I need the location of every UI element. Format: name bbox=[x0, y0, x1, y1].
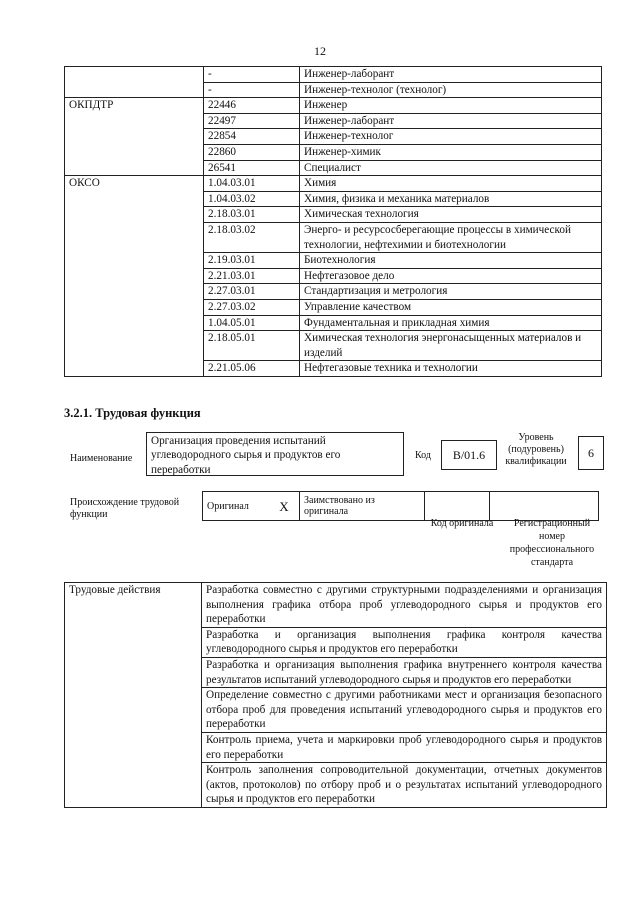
code-cell: 1.04.03.01 bbox=[204, 176, 300, 192]
code-cell: 22860 bbox=[204, 144, 300, 160]
action-cell: Контроль приема, учета и маркировки проб углеводородного сырья и продуктов его переработки bbox=[202, 732, 607, 762]
reg-number-label: Регистрационный номер профессионального стандарта bbox=[509, 518, 595, 568]
name-cell: Биотехнология bbox=[300, 253, 602, 269]
level-box: 6 bbox=[578, 436, 604, 470]
function-name-box: Организация проведения испытаний углеводородного сырья и продуктов его переработки bbox=[146, 432, 404, 476]
table-row bbox=[65, 176, 602, 192]
code-cell: 26541 bbox=[204, 160, 300, 176]
code-cell: 1.04.03.02 bbox=[204, 191, 300, 207]
group-cell-okpdtr: ОКПДТР bbox=[65, 98, 204, 176]
level-label: Уровень (подуровень) квалификации bbox=[505, 432, 567, 467]
name-cell: Управление качеством bbox=[300, 299, 602, 315]
qualification-codes-table bbox=[64, 66, 602, 377]
code-cell: - bbox=[204, 82, 300, 98]
action-cell: Разработка совместно с другими структурными подразделениями и организация выполнения графика отбора проб углеводородного сырья и продуктов его переработки bbox=[202, 583, 607, 628]
borrowed-label: Заимствовано из оригинала bbox=[300, 492, 425, 521]
code-cell: 2.18.03.01 bbox=[204, 207, 300, 223]
name-cell: Энерго- и ресурсосберегающие процессы в химической технологии, нефтехимии и биотехнологии bbox=[300, 222, 602, 252]
group-cell-okso: ОКСО bbox=[65, 176, 204, 377]
name-cell: Инженер-химик bbox=[300, 144, 602, 160]
name-cell: Нефтегазовые техника и технологии bbox=[300, 361, 602, 377]
code-cell: 2.18.03.02 bbox=[204, 222, 300, 252]
original-mark: X bbox=[269, 492, 300, 521]
name-cell: Инженер-технолог bbox=[300, 129, 602, 145]
name-cell: Инженер-технолог (технолог) bbox=[300, 82, 602, 98]
code-cell: - bbox=[204, 67, 300, 83]
function-code-box: B/01.6 bbox=[441, 440, 497, 470]
origin-label: Происхождение трудовой функции bbox=[70, 497, 180, 520]
action-cell: Контроль заполнения сопроводительной документации, отчетных документов (актов, протоколов) по отбору проб и о результатах испытаний углеводородного сырья и продуктов его переработки bbox=[202, 763, 607, 808]
code-cell: 2.18.05.01 bbox=[204, 331, 300, 361]
section-title: 3.2.1. Трудовая функция bbox=[64, 406, 201, 420]
code-cell: 2.27.03.02 bbox=[204, 299, 300, 315]
original-label: Оригинал bbox=[203, 492, 270, 521]
name-cell: Химия bbox=[300, 176, 602, 192]
code-cell: 2.27.03.01 bbox=[204, 284, 300, 300]
actions-header: Трудовые действия bbox=[65, 583, 202, 808]
name-cell: Химия, физика и механика материалов bbox=[300, 191, 602, 207]
code-cell: 22497 bbox=[204, 113, 300, 129]
table-row bbox=[65, 583, 607, 628]
name-label: Наименование bbox=[70, 453, 133, 464]
name-cell: Нефтегазовое дело bbox=[300, 268, 602, 284]
name-cell: Специалист bbox=[300, 160, 602, 176]
action-cell: Разработка и организация выполнения графика контроля качества углеводородного сырья и продуктов его переработки bbox=[202, 627, 607, 657]
code-cell: 22854 bbox=[204, 129, 300, 145]
code-original-label: Код оригинала bbox=[430, 518, 494, 529]
action-cell: Разработка и организация выполнения графика внутреннего контроля качества результатов испытаний углеводородного сырья и продуктов его переработки bbox=[202, 657, 607, 687]
name-cell: Инженер-лаборант bbox=[300, 113, 602, 129]
code-cell: 1.04.05.01 bbox=[204, 315, 300, 331]
labor-actions-table bbox=[64, 582, 607, 808]
name-cell: Химическая технология энергонасыщенных материалов и изделий bbox=[300, 331, 602, 361]
name-cell: Инженер-лаборант bbox=[300, 67, 602, 83]
name-cell: Стандартизация и метрология bbox=[300, 284, 602, 300]
code-cell: 2.21.05.06 bbox=[204, 361, 300, 377]
action-cell: Определение совместно с другими работниками мест и организация безопасного отбора проб для проведения испытаний углеводородного сырья и продуктов его переработки bbox=[202, 688, 607, 733]
name-cell: Химическая технология bbox=[300, 207, 602, 223]
code-cell: 2.19.03.01 bbox=[204, 253, 300, 269]
code-label: Код bbox=[415, 450, 431, 461]
code-cell: 22446 bbox=[204, 98, 300, 114]
page-number: 12 bbox=[314, 44, 326, 58]
name-cell: Фундаментальная и прикладная химия bbox=[300, 315, 602, 331]
name-cell: Инженер bbox=[300, 98, 602, 114]
group-cell bbox=[65, 67, 204, 98]
table-row bbox=[65, 98, 602, 114]
code-cell: 2.21.03.01 bbox=[204, 268, 300, 284]
table-row bbox=[65, 67, 602, 83]
